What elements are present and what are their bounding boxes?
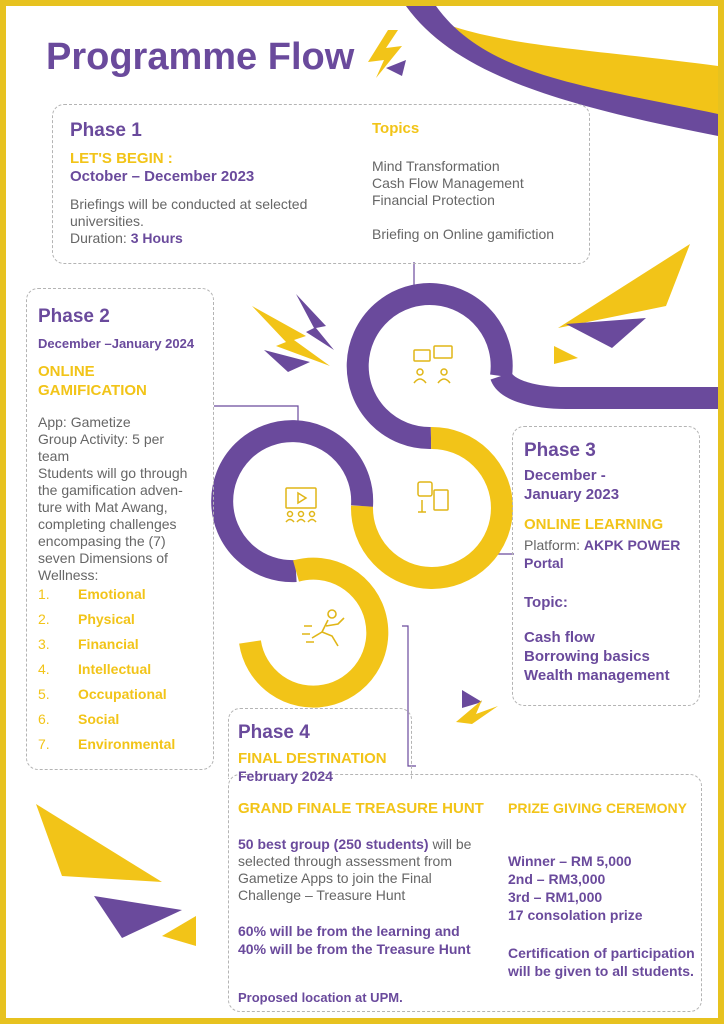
phase2-dates: December –January 2024 bbox=[38, 336, 195, 351]
phase3-dates: December - January 2023 bbox=[524, 467, 620, 503]
right-triangle-small-shape bbox=[554, 346, 578, 364]
phase1-subtitle: LET'S BEGIN : bbox=[70, 150, 173, 167]
phase3-topic: Borrowing basics bbox=[524, 648, 650, 665]
phase1-description: Briefings will be conducted at selected universities. bbox=[70, 196, 308, 229]
phase1-topic: Mind Transformation bbox=[372, 158, 500, 174]
prize-item: Winner – RM 5,000 bbox=[508, 853, 632, 869]
phase3-topic: Wealth management bbox=[524, 667, 670, 684]
phase2-app: App: Gametize bbox=[38, 414, 131, 430]
phase1-duration-value: 3 Hours bbox=[130, 230, 183, 246]
weighting-text: 60% will be from the learning and 40% will be from the Treasure Hunt bbox=[238, 923, 471, 957]
bottom-triangle-small-shape bbox=[162, 916, 196, 946]
prize-item: 17 consolation prize bbox=[508, 907, 643, 923]
lightning-purple-icon bbox=[296, 294, 334, 350]
phase3-topic: Cash flow bbox=[524, 629, 595, 646]
phase2-description: Students will go through the gamification adven-ture with Mat Awang, completing challenges encompasing the (7) seven Dimensions of Wellness: bbox=[38, 465, 188, 583]
proposed-location: Proposed location at UPM. bbox=[238, 990, 403, 1005]
treasure-hunt-bold: 50 best group (250 students) bbox=[238, 836, 429, 852]
prize-heading: PRIZE GIVING CEREMONY bbox=[508, 800, 687, 816]
phase4-heading: Phase 4 bbox=[238, 722, 310, 743]
phase1-heading: Phase 1 bbox=[70, 120, 142, 141]
treasure-hunt-heading: GRAND FINALE TREASURE HUNT bbox=[238, 800, 484, 817]
phase2-heading: Phase 2 bbox=[38, 306, 110, 327]
phase1-dates: October – December 2023 bbox=[70, 168, 255, 185]
wellness-dimension-item: 1. Emotional bbox=[38, 586, 146, 602]
phase3-platform-label: Platform: bbox=[524, 537, 581, 553]
phase1-duration-label: Duration: bbox=[70, 230, 127, 246]
wellness-dimension-item: 4. Intellectual bbox=[38, 661, 152, 677]
bottom-triangle-purple-shape bbox=[94, 896, 182, 938]
wellness-dimension-item: 5. Occupational bbox=[38, 686, 167, 702]
certification-text: Certification of participation will be given to all students. bbox=[508, 945, 695, 979]
wellness-dimension-item: 3. Financial bbox=[38, 636, 139, 652]
swoosh-yellow-shape bbox=[406, 6, 718, 116]
bottom-triangle-yellow-shape bbox=[36, 804, 162, 882]
phase3-topics-list bbox=[524, 628, 670, 685]
discussion-icon-circle bbox=[401, 336, 461, 396]
prizes-list bbox=[508, 852, 643, 924]
wellness-dimension-item: 2. Physical bbox=[38, 611, 135, 627]
wellness-dimension-item: 7. Environmental bbox=[38, 736, 176, 752]
treasure-hunt-text: will be selected through assessment from Gametize Apps to join the Final Challenge – Treasure Hunt bbox=[238, 836, 472, 903]
phase3-subtitle: ONLINE LEARNING bbox=[524, 516, 664, 533]
phase3-platform bbox=[524, 536, 694, 572]
treasure-hunt-description bbox=[238, 836, 488, 904]
online-class-icon-circle bbox=[271, 476, 331, 536]
wellness-dimension-item: 6. Social bbox=[38, 711, 120, 727]
phase1-duration bbox=[70, 230, 183, 247]
phase4-dates: February 2024 bbox=[238, 768, 333, 784]
phase3-heading: Phase 3 bbox=[524, 440, 596, 461]
dice-game-icon-circle bbox=[401, 468, 461, 528]
prize-item: 3rd – RM1,000 bbox=[508, 889, 603, 905]
phase1-topic: Financial Protection bbox=[372, 192, 495, 208]
title-triangle-icon bbox=[386, 60, 406, 76]
phase1-topic: Cash Flow Management bbox=[372, 175, 524, 191]
phase1-topics-list bbox=[372, 158, 524, 209]
phase3-platform-value: AKPK POWER Portal bbox=[524, 537, 681, 571]
wellness-dimensions-list bbox=[38, 586, 175, 761]
phase4-subtitle: FINAL DESTINATION bbox=[238, 750, 387, 767]
phase3-topic-label: Topic: bbox=[524, 594, 568, 611]
page-title: Programme Flow bbox=[46, 36, 355, 78]
phase1-topics-heading: Topics bbox=[372, 120, 420, 137]
phase1-briefing: Briefing on Online gamifiction bbox=[372, 226, 555, 242]
phase2-subtitle: ONLINE GAMIFICATION bbox=[38, 363, 147, 399]
prize-item: 2nd – RM3,000 bbox=[508, 871, 606, 887]
phase2-group: Group Activity: 5 per team bbox=[38, 431, 165, 464]
